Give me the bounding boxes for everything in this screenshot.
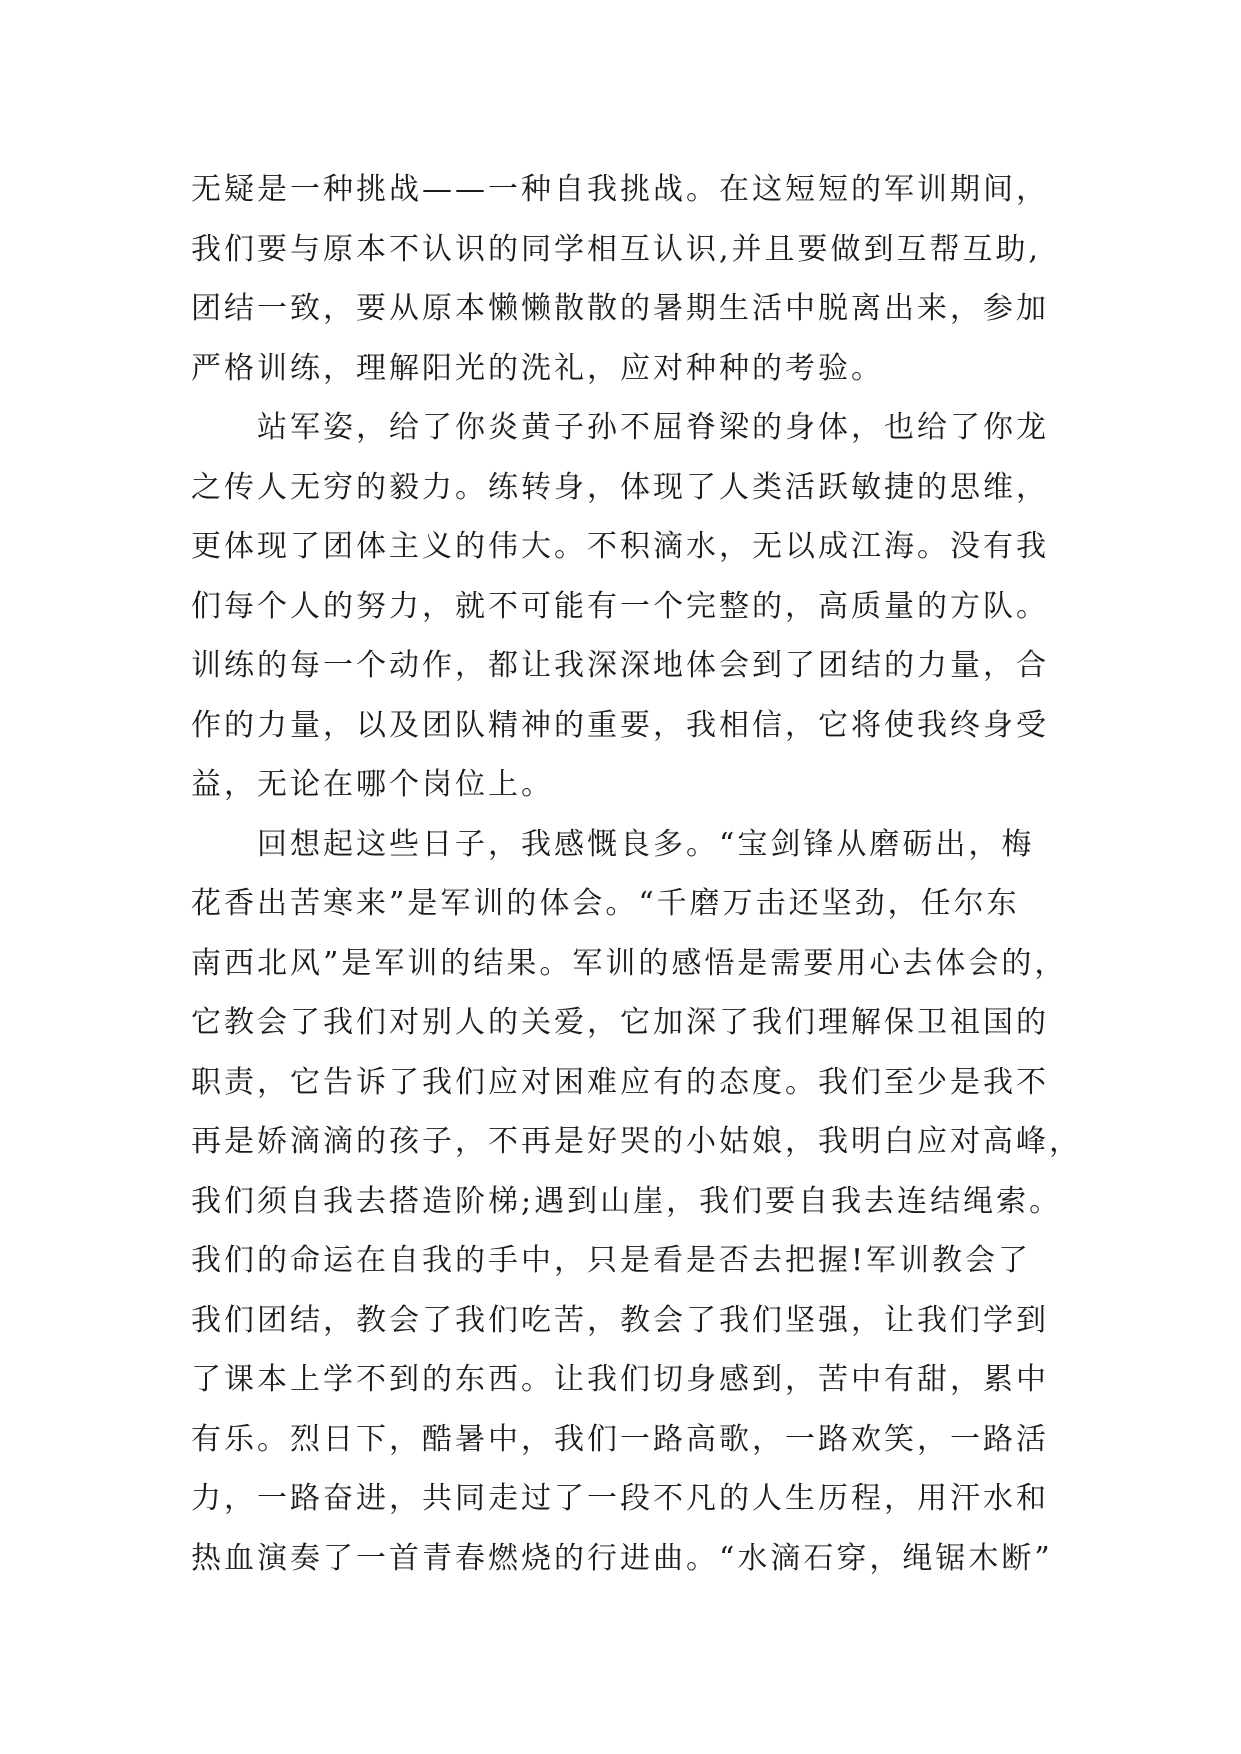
text-line: 团结一致，要从原本懒懒散散的暑期生活中脱离出来，参加 <box>191 291 1049 326</box>
text-line: 我们要与原本不认识的同学相互认识,并且要做到互帮互助, <box>191 231 1042 267</box>
text-line: 有乐。烈日下，酷暑中，我们一路高歌，一路欢笑，一路活 <box>191 1421 1049 1457</box>
text-line: 回想起这些日子，我感慨良多。“宝剑锋从磨砺出，梅 <box>191 826 1035 862</box>
text-line: 益，无论在哪个岗位上。 <box>191 767 554 802</box>
text-line: 严格训练，理解阳光的洗礼，应对种种的考验。 <box>191 350 884 386</box>
body-text <box>191 160 1081 1588</box>
text-line: 我们团结，教会了我们吃苦，教会了我们坚强，让我们学到 <box>191 1302 1049 1338</box>
text-line: 我们的命运在自我的手中，只是看是否去把握!军训教会了 <box>191 1243 1032 1278</box>
text-line: 再是娇滴滴的孩子，不再是好哭的小姑娘，我明白应对高峰， <box>191 1124 1082 1159</box>
text-line: 更体现了团体主义的伟大。不积滴水，无以成江海。没有我 <box>191 529 1049 564</box>
text-line: 南西北风”是军训的结果。军训的感悟是需要用心去体会的， <box>191 945 1068 981</box>
text-line: 力，一路奋进，共同走过了一段不凡的人生历程，用汗水和 <box>191 1481 1049 1516</box>
text-line: 作的力量，以及团队精神的重要，我相信，它将使我终身受 <box>191 707 1049 743</box>
text-line: 站军姿，给了你炎黄子孙不屈脊梁的身体，也给了你龙 <box>191 410 1049 445</box>
text-line: 们每个人的努力，就不可能有一个完整的，高质量的方队。 <box>191 588 1049 624</box>
text-line: 职责，它告诉了我们应对困难应有的态度。我们至少是我不 <box>191 1064 1049 1100</box>
text-line: 热血演奏了一首青春燃烧的行进曲。“水滴石穿，绳锯木断” <box>191 1540 1053 1576</box>
text-line: 花香出苦寒来”是军训的体会。“千磨万击还坚劲，任尔东 <box>191 886 1020 921</box>
text-line: 之传人无穷的毅力。练转身，体现了人类活跃敏捷的思维， <box>191 469 1049 505</box>
text-line: 我们须自我去搭造阶梯;遇到山崖，我们要自我去连结绳索。 <box>191 1183 1063 1219</box>
text-line: 训练的每一个动作，都让我深深地体会到了团结的力量，合 <box>191 648 1049 683</box>
text-line: 了课本上学不到的东西。让我们切身感到，苦中有甜，累中 <box>191 1362 1049 1397</box>
text-line: 它教会了我们对别人的关爱，它加深了我们理解保卫祖国的 <box>191 1005 1049 1040</box>
text-line: 无疑是一种挑战——一种自我挑战。在这短短的军训期间， <box>191 172 1049 207</box>
